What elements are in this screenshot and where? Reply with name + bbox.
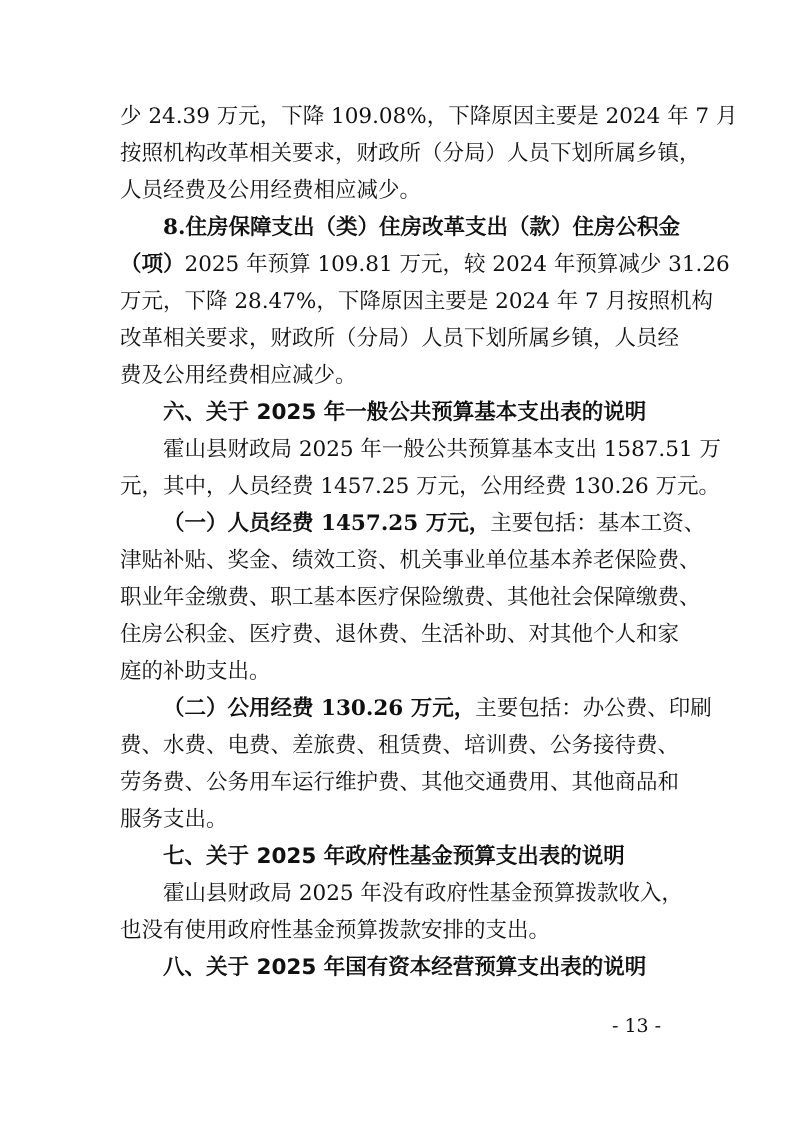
line-text: 主要包括：办公费、印刷: [475, 696, 712, 721]
section-heading: 六、关于 2025 年一般公共预算基本支出表的说明: [163, 400, 647, 425]
line-text: 2025 年预算 109.81 万元，较 2024 年预算减少 31.26: [184, 252, 730, 277]
paragraph-line: 霍山县财政局 2025 年没有政府性基金预算拨款收入，: [163, 881, 683, 906]
paragraph-line: 少 24.39 万元，下降 109.08%，下降原因主要是 2024 年 7 月: [120, 104, 738, 129]
paragraph-line: 庭的补助支出。: [120, 659, 271, 684]
paragraph-line: 元，其中，人员经费 1457.25 万元，公用经费 130.26 万元。: [120, 474, 720, 499]
paragraph-line: 改革相关要求，财政所（分局）人员下划所属乡镇，人员经: [120, 326, 680, 351]
paragraph-line: 人员经费及公用经费相应减少。: [120, 178, 422, 203]
paragraph-line: 劳务费、公务用车运行维护费、其他交通费用、其他商品和: [120, 770, 680, 795]
paragraph-line: 万元，下降 28.47%，下降原因主要是 2024 年 7 月按照机构: [120, 289, 714, 314]
paragraph-line: [163, 694, 712, 724]
paragraph-line: 费及公用经费相应减少。: [120, 363, 357, 388]
paragraph-line: 住房公积金、医疗费、退休费、生活补助、对其他个人和家: [120, 622, 680, 647]
section-heading: 七、关于 2025 年政府性基金预算支出表的说明: [163, 844, 625, 869]
paragraph-line: [163, 509, 705, 539]
paragraph-line: 职业年金缴费、职工基本医疗保险缴费、其他社会保障缴费、: [120, 585, 701, 610]
bold-prefix: （二）公用经费 130.26 万元，: [163, 696, 476, 721]
paragraph-line: [120, 250, 730, 280]
line-text: 主要包括：基本工资、: [490, 511, 706, 536]
paragraph-line: 服务支出。: [120, 807, 228, 832]
bold-prefix: （项）: [120, 252, 185, 277]
page-number: - 13 -: [612, 1015, 662, 1037]
section-heading: 八、关于 2025 年国有资本经营预算支出表的说明: [163, 955, 647, 980]
paragraph-line: 津贴补贴、奖金、绩效工资、机关事业单位基本养老保险费、: [120, 548, 701, 573]
paragraph-line: 也没有使用政府性基金预算拨款安排的支出。: [120, 918, 551, 943]
paragraph-line: 按照机构改革相关要求，财政所（分局）人员下划所属乡镇，: [120, 141, 701, 166]
bold-prefix: （一）人员经费 1457.25 万元，: [163, 511, 491, 536]
item-heading-line: 8.住房保障支出（类）住房改革支出（款）住房公积金: [163, 215, 680, 240]
paragraph-line: 费、水费、电费、差旅费、租赁费、培训费、公务接待费、: [120, 733, 680, 758]
paragraph-line: 霍山县财政局 2025 年一般公共预算基本支出 1587.51 万: [163, 437, 721, 462]
